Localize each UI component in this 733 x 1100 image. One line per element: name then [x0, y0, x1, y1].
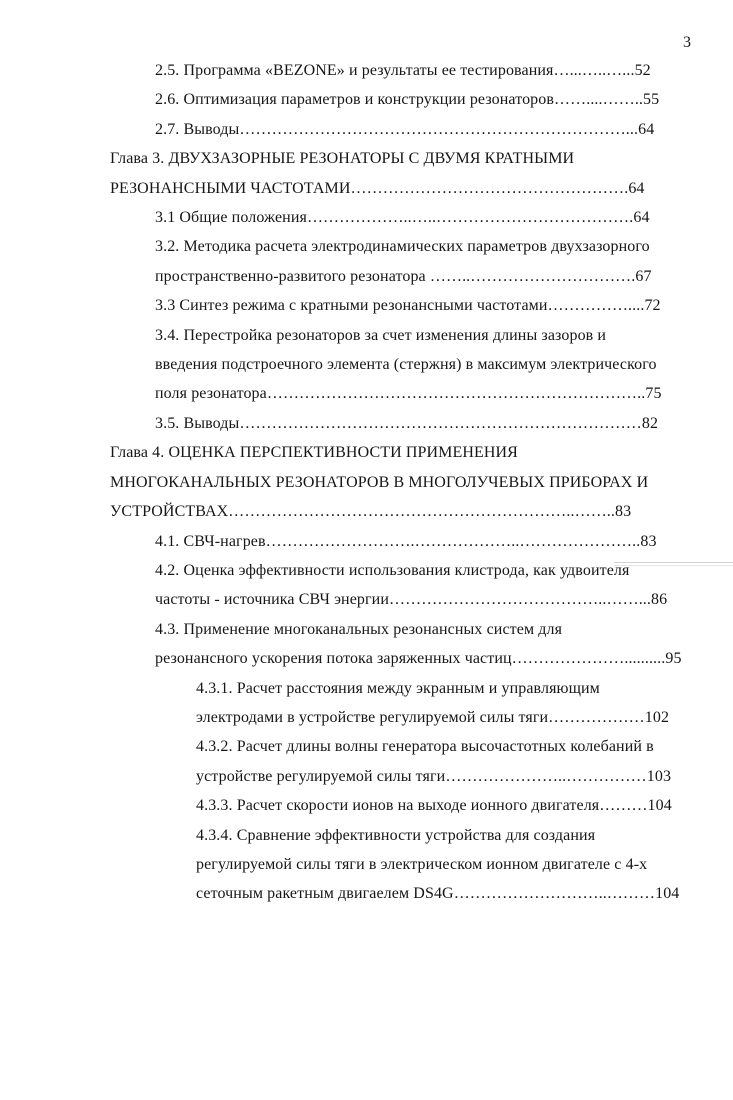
toc-line: 4.3.3. Расчет скорости ионов на выходе ионного двигателя………104 — [196, 797, 672, 815]
toc-line: 3.1 Общие положения………………..…..……………………………….64 — [155, 209, 650, 227]
toc-line: Глава 3. ДВУХЗАЗОРНЫЕ РЕЗОНАТОРЫ С ДВУМЯ КРАТНЫМИ — [110, 150, 575, 168]
toc-line: 4.1. СВЧ-нагрев……………………….………………..…………………..83 — [155, 532, 657, 550]
toc-line: 2.7. Выводы………………………………………………………………...64 — [155, 120, 655, 138]
page-number: 3 — [683, 34, 691, 51]
toc-line: регулируемой силы тяги в электрическом ионном двигателе с 4-х — [196, 855, 648, 873]
toc-line: 4.3. Применение многоканальных резонансных систем для — [155, 620, 563, 638]
toc-line: устройстве регулируемой силы тяги…………………..……………103 — [196, 767, 672, 785]
toc-line: 3.4. Перестройка резонаторов за счет изменения длины зазоров и — [155, 326, 607, 344]
toc-line: 4.3.2. Расчет длины волны генератора высочастотных колебаний в — [196, 738, 654, 756]
toc-line: МНОГОКАНАЛЬНЫХ РЕЗОНАТОРОВ В МНОГОЛУЧЕВЫХ ПРИБОРАХ И — [110, 473, 649, 491]
toc-list — [110, 56, 682, 909]
toc-line: введения подстроечного элемента (стержня) в максимум электрического — [155, 356, 657, 374]
toc-line: 4.2. Оценка эффективности использования клистрода, как удвоителя — [155, 561, 630, 579]
toc-line: резонансного ускорения потока заряженных частиц…………………..........95 — [155, 650, 682, 668]
toc-line: Глава 4. ОЦЕНКА ПЕРСПЕКТИВНОСТИ ПРИМЕНЕНИЯ — [110, 444, 518, 462]
toc-line: пространственно-развитого резонатора ……..………………………….67 — [155, 267, 652, 285]
toc-line: электродами в устройстве регулируемой силы тяги………………102 — [196, 708, 670, 726]
toc-line: 3.2. Методика расчета электродинамических параметров двухзазорного — [155, 238, 650, 256]
toc-line: УСТРОЙСТВАХ………………………………………………………..……..83 — [110, 503, 632, 521]
toc-line: поля резонатора……………………………………………………………..75 — [155, 385, 662, 403]
toc-line: РЕЗОНАНСНЫМИ ЧАСТОТАМИ…………………………………………….64 — [110, 179, 645, 197]
toc-line: 2.6. Оптимизация параметров и конструкции резонаторов……....……..55 — [155, 91, 660, 109]
toc-line: 3.5. Выводы…………………………………………………………………82 — [155, 414, 659, 432]
toc-line: 3.3 Синтез режима с кратными резонансными частотами……………....72 — [155, 297, 661, 315]
toc-line: 4.3.4. Сравнение эффективности устройства для создания — [196, 826, 596, 844]
toc-line: сеточным ракетным двигаелем DS4G………………………..………104 — [196, 885, 680, 903]
scan-artifact-line — [614, 562, 733, 566]
toc-line: частоты - источника СВЧ энергии…………………………………..……...86 — [155, 591, 668, 609]
toc-line: 2.5. Программа «BEZONE» и результаты ее тестирования…...…..…...52 — [155, 62, 651, 79]
toc-line: 4.3.1. Расчет расстояния между экранным и управляющим — [196, 679, 600, 697]
